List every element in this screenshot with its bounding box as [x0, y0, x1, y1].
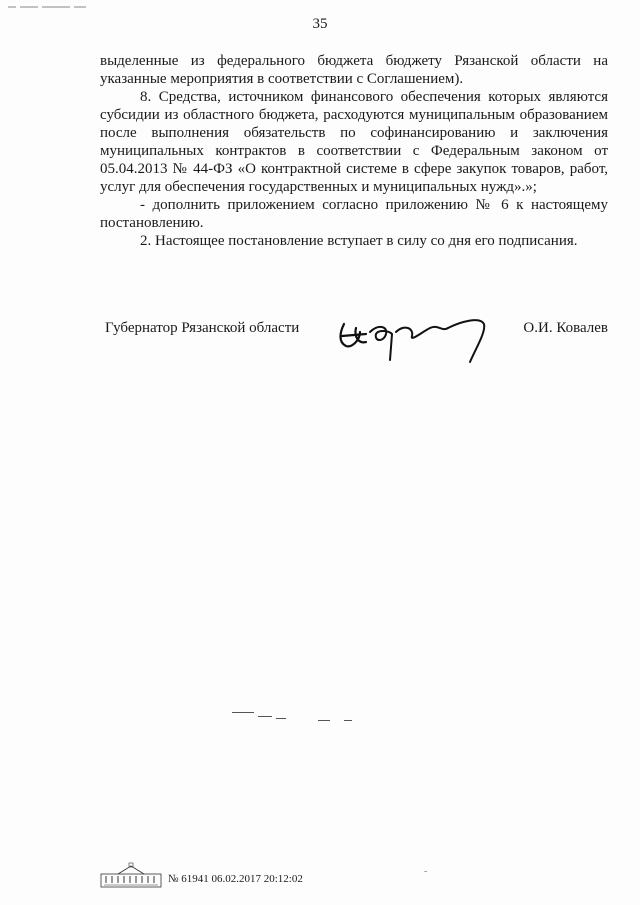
signer-name: О.И. Ковалев [523, 320, 608, 336]
document-body [100, 52, 608, 250]
paragraph-item-8: 8. Средства, источником финансового обеспечения которых являются субсидии из областного бюджета, расходуются муниципальным образованием после выполнения обязательств по софинансированию и заключения муниципальных контрактов в соответствии с Федеральным законом от 05.04.2013 № 44-ФЗ «О контрактной системе в сфере закупок товаров, работ, услуг для обеспечения государственных и муниципальных нужд».»; [100, 89, 608, 195]
page-number: 35 [312, 16, 328, 32]
scan-artifact-line [344, 720, 352, 721]
signer-title: Губернатор Рязанской области [105, 320, 300, 336]
signature-block [100, 316, 608, 356]
scan-artifact-line [276, 718, 286, 719]
scan-artifact-line [232, 712, 254, 713]
scan-artifact-line [318, 720, 330, 721]
document-footer [100, 862, 520, 892]
paragraph-supplement: - дополнить приложением согласно приложению № 6 к настоящему постановлению. [100, 197, 608, 231]
scan-artifact-line [258, 716, 272, 717]
scan-artifact-marks [8, 6, 88, 9]
paragraph-continuation: выделенные из федерального бюджета бюджету Рязанской области на указанные мероприятия в соответствии с Соглашением). [100, 53, 608, 87]
government-building-stamp-icon [100, 862, 162, 888]
registration-info: № 61941 06.02.2017 20:12:02 [168, 873, 303, 885]
scan-artifact-mark: ˜ [424, 870, 428, 881]
paragraph-item-2: 2. Настоящее постановление вступает в силу со дня его подписания. [140, 233, 578, 249]
handwritten-signature [330, 302, 490, 366]
